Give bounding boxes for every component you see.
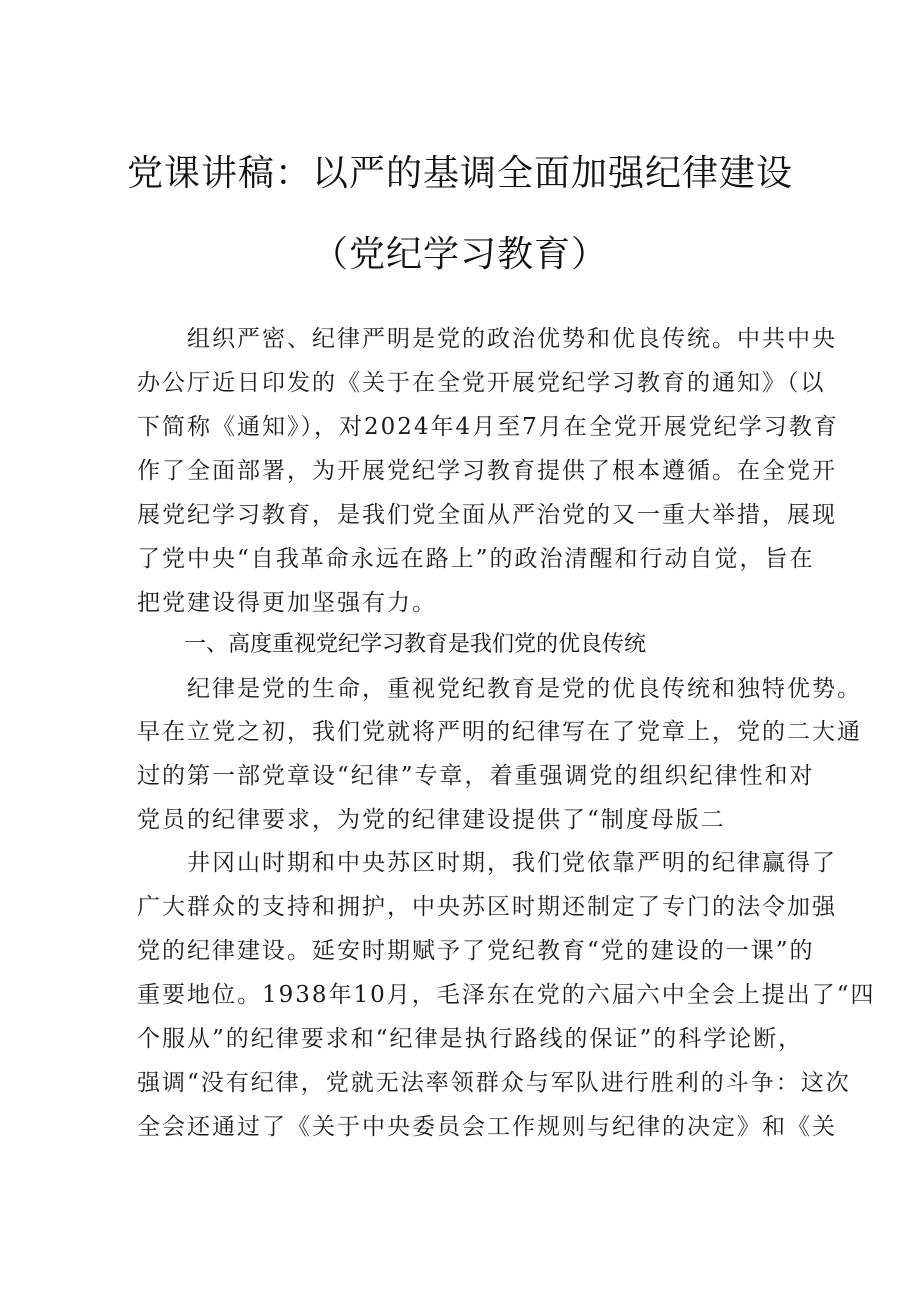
paragraph-line: 井冈山时期和中央苏区时期，我们党依靠严明的纪律赢得了	[137, 850, 837, 876]
paragraph-line: 党的纪律建设。延安时期赋予了党纪教育“党的建设的一课”的	[137, 938, 815, 964]
paragraph-line: 下简称《通知》），对2024年4月至7月在全党开展党纪学习教育	[137, 414, 839, 440]
document-title: 党课讲稿：以严的基调全面加强纪律建设	[126, 153, 793, 194]
paragraph-line: 早在立党之初，我们党就将严明的纪律写在了党章上，党的二大通	[137, 719, 862, 745]
paragraph-line: 过的第一部党章设“纪律”专章，着重强调党的组织纪律性和对	[137, 763, 815, 789]
paragraph-line: 作了全面部署，为开展党纪学习教育提供了根本遵循。在全党开	[137, 458, 837, 484]
paragraph-line: 组织严密、纪律严明是党的政治优势和优良传统。中共中央	[137, 326, 837, 352]
paragraph-line: 重要地位。1938年10月，毛泽东在党的六届六中全会上提出了“四	[137, 982, 876, 1008]
paragraph-line: 纪律是党的生命，重视党纪教育是党的优良传统和独特优势。	[137, 676, 862, 702]
document-subtitle: （党纪学习教育）	[311, 234, 608, 275]
paragraph-line: 个服从”的纪律要求和“纪律是执行路线的保证”的科学论断，	[137, 1026, 804, 1052]
paragraph-line: 强调“没有纪律，党就无法率领群众与军队进行胜利的斗争：这次	[137, 1070, 851, 1096]
paragraph-line: 把党建设得更加坚强有力。	[137, 590, 437, 616]
section-heading: 一、高度重视党纪学习教育是我们党的优良传统	[184, 632, 647, 657]
paragraph-line: 办公厅近日印发的《关于在全党开展党纪学习教育的通知》（以	[137, 370, 826, 396]
paragraph-line: 广大群众的支持和拥护，中央苏区时期还制定了专门的法令加强	[137, 894, 837, 920]
paragraph-line: 展党纪学习教育，是我们党全面从严治党的又一重大举措，展现	[137, 502, 837, 528]
paragraph-line: 全会还通过了《关于中央委员会工作规则与纪律的决定》和《关	[137, 1114, 837, 1140]
paragraph-line: 党员的纪律要求，为党的纪律建设提供了“制度母版二	[137, 807, 726, 833]
paragraph-line: 了党中央“自我革命永远在路上”的政治清醒和行动自觉，旨在	[137, 546, 815, 572]
